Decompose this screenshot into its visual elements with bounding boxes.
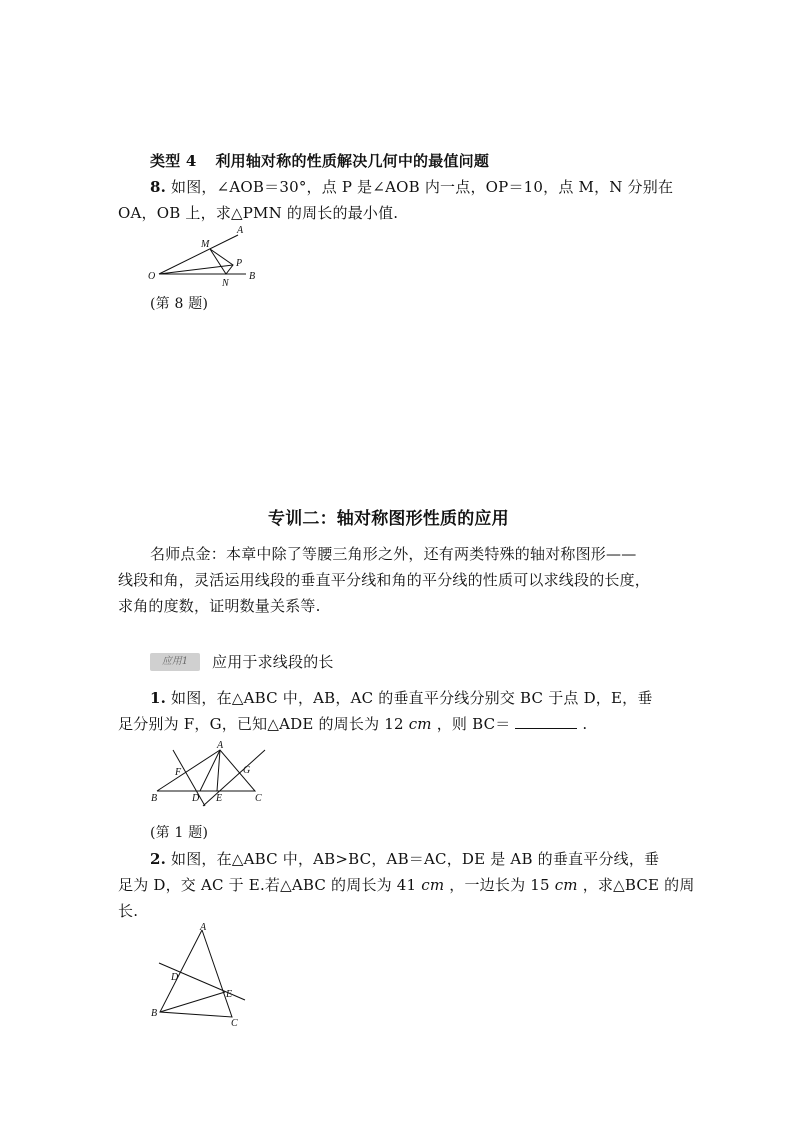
question-1-text-3: ，则 BC＝ (436, 715, 511, 733)
question-2-line-3: 长. (118, 902, 139, 920)
question-2-line-2 (118, 874, 695, 896)
segment-BE (160, 992, 225, 1012)
question-2-text-1: 如图，在△ABC 中，AB>BC，AB＝AC，DE 是 AB 的垂直平分线，垂 (171, 850, 660, 868)
label-E: E (216, 793, 223, 804)
application-1-title: 应用于求线段的长 (212, 653, 334, 671)
label-O: O (148, 271, 156, 282)
figure-8-angle-diagram (140, 222, 270, 292)
label-A: A (200, 922, 207, 933)
label-B: B (151, 1008, 158, 1019)
label-G: G (243, 765, 251, 776)
type4-heading-number: 类型 4 (150, 152, 197, 170)
label-D: D (192, 793, 200, 804)
figure-2-triangle-diagram (145, 920, 255, 1030)
label-C: C (231, 1018, 238, 1029)
application-badge: 应用1 (150, 653, 200, 671)
question-1-number: 1. (150, 689, 167, 707)
question-1-line-1 (150, 687, 653, 709)
intro-line-2: 线段和角，灵活运用线段的垂直平分线和角的平分线的性质可以求线段的长度， (118, 571, 651, 589)
label-M: M (201, 239, 210, 250)
figure-1-triangle-diagram (145, 738, 280, 808)
label-B: B (151, 793, 158, 804)
label-C: C (255, 793, 262, 804)
question-8-line-1 (150, 176, 673, 198)
ray-OA (159, 235, 238, 274)
question-2-text-4: ，求△BCE 的周 (582, 876, 695, 894)
label-D: D (171, 972, 179, 983)
question-1-text-1: 如图，在△ABC 中，AB，AC 的垂直平分线分别交 BC 于点 D，E，垂 (171, 689, 653, 707)
intro-line-1: 名师点金：本章中除了等腰三角形之外，还有两类特殊的轴对称图形—— (150, 545, 637, 563)
question-2-text-2: 足为 D，交 AC 于 E.若△ABC 的周长为 41 (118, 876, 417, 894)
question-1-end: . (582, 715, 588, 733)
question-2-line-1 (150, 848, 659, 870)
label-A: A (237, 225, 244, 236)
segment-OP (159, 265, 233, 274)
section-title: 专训二：轴对称图形性质的应用 (268, 509, 509, 529)
label-B: B (249, 271, 256, 282)
question-8-number: 8. (150, 178, 167, 196)
answer-blank[interactable] (515, 714, 577, 729)
label-P: P (236, 258, 243, 269)
label-N: N (222, 278, 229, 289)
question-8-text-1: 如图，∠AOB＝30°，点 P 是∠AOB 内一点，OP＝10，点 M，N 分别在 (171, 178, 674, 196)
label-F: F (175, 767, 182, 778)
type4-heading-text: 利用轴对称的性质解决几何中的最值问题 (215, 152, 490, 170)
figure-1-caption: (第 1 题) (150, 825, 209, 841)
intro-line-3: 求角的度数，证明数量关系等. (118, 597, 321, 615)
question-2-unit-2: cm (554, 876, 578, 894)
question-1-unit: cm (408, 715, 432, 733)
question-1-text-2: 足分别为 F，G，已知△ADE 的周长为 12 (118, 715, 404, 733)
triangle-PMN (210, 249, 233, 274)
question-8-line-2: OA，OB 上，求△PMN 的周长的最小值. (118, 204, 399, 222)
question-2-text-3: ，一边长为 15 (449, 876, 550, 894)
label-A: A (217, 740, 224, 751)
question-2-number: 2. (150, 850, 167, 868)
triangle-ABC (157, 750, 255, 791)
question-1-line-2 (118, 713, 587, 735)
question-2-unit-1: cm (421, 876, 445, 894)
label-E: E (226, 989, 233, 1000)
type4-heading (150, 150, 489, 172)
figure-8-caption: (第 8 题) (150, 296, 209, 312)
